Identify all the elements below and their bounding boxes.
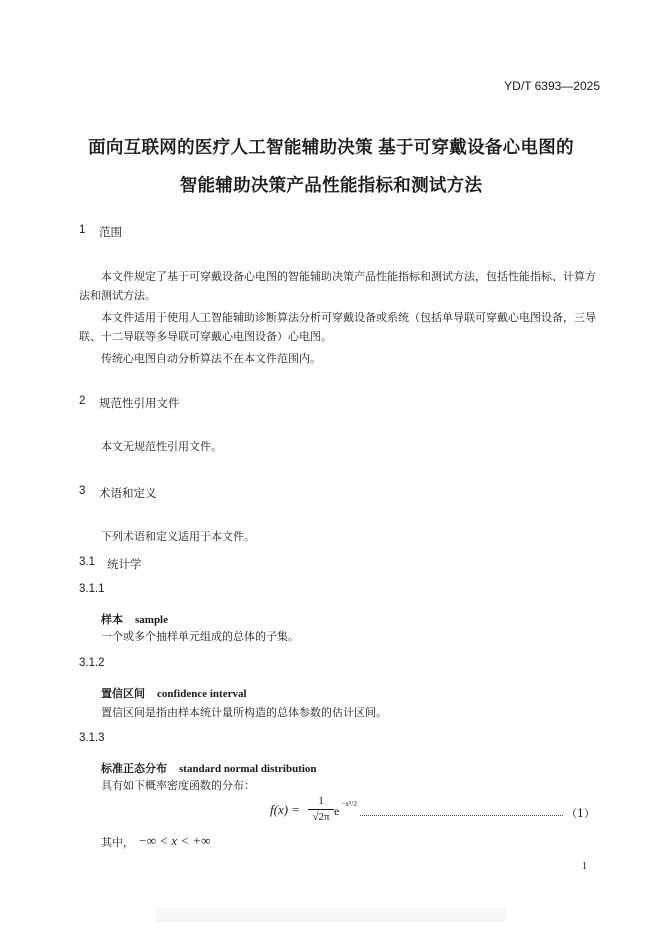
- section-3-paragraph: 下列术语和定义适用于本文件。: [101, 530, 255, 543]
- section-1-paragraph-3: 传统心电图自动分析算法不在本文件范围内。: [101, 352, 321, 365]
- term-zh: 样本: [101, 614, 123, 626]
- equation-numerator: 1: [318, 795, 324, 807]
- term-en: standard normal distribution: [179, 763, 317, 775]
- term-title: [101, 760, 317, 776]
- fraction-bar: [308, 809, 334, 810]
- term-definition: 具有如下概率密度函数的分布：: [101, 779, 255, 792]
- equation-leader-dots: [360, 815, 563, 816]
- section-1-paragraph-2: 本文件适用于使用人工智能辅助诊断算法分析可穿戴设备或系统（包括单导联可穿戴心电图设备，三导联、十二导联等多导联可穿戴心电图设备）心电图。: [79, 311, 596, 343]
- section-3-heading: 术语和定义: [99, 488, 157, 500]
- where-prefix: 其中，: [101, 836, 134, 849]
- term-en: sample: [135, 614, 168, 626]
- term-number: 3.1.3: [79, 732, 105, 744]
- title-line-2: 智能辅助决策产品性能指标和测试方法: [179, 175, 483, 195]
- term-title: [101, 685, 247, 701]
- equation-fraction: [308, 795, 334, 824]
- section-2-heading: 规范性引用文件: [99, 398, 180, 410]
- term-en: confidence interval: [157, 688, 247, 700]
- term-number: 3.1.2: [79, 657, 105, 669]
- subsection-3-1-heading: 统计学: [107, 559, 142, 571]
- term-zh: 标准正态分布: [101, 763, 167, 775]
- watermark-strip: [156, 908, 506, 922]
- section-2-number: 2: [79, 395, 86, 407]
- where-condition: −∞ < x < +∞: [138, 833, 211, 848]
- equation-lhs: f(x) =: [270, 802, 301, 817]
- term-definition: 置信区间是指由样本统计量所构造的总体参数的估计区间。: [101, 706, 387, 719]
- section-1-paragraph-1: 本文件规定了基于可穿戴设备心电图的智能辅助决策产品性能指标和测试方法，包括性能指标、计算方法和测试方法。: [79, 270, 596, 302]
- equation-denominator: √2π: [312, 811, 330, 823]
- section-1-heading: 范围: [99, 227, 122, 239]
- term-number: 3.1.1: [79, 583, 105, 595]
- section-3-number: 3: [79, 485, 86, 497]
- document-number: YD/T 6393—2025: [504, 79, 600, 93]
- subsection-3-1-number: 3.1: [79, 556, 95, 568]
- term-zh: 置信区间: [101, 688, 145, 700]
- equation-exp-base: e: [334, 804, 340, 818]
- equation-exponent: −x²/2: [341, 799, 358, 808]
- section-2-paragraph: 本文无规范性引用文件。: [101, 440, 222, 453]
- equation-label: （1）: [566, 807, 595, 820]
- section-1-number: 1: [79, 224, 86, 236]
- page-number: 1: [582, 861, 587, 872]
- term-definition: 一个或多个抽样单元组成的总体的子集。: [101, 630, 299, 643]
- term-title: [101, 611, 168, 627]
- title-line-1: 面向互联网的医疗人工智能辅助决策 基于可穿戴设备心电图的: [88, 137, 574, 157]
